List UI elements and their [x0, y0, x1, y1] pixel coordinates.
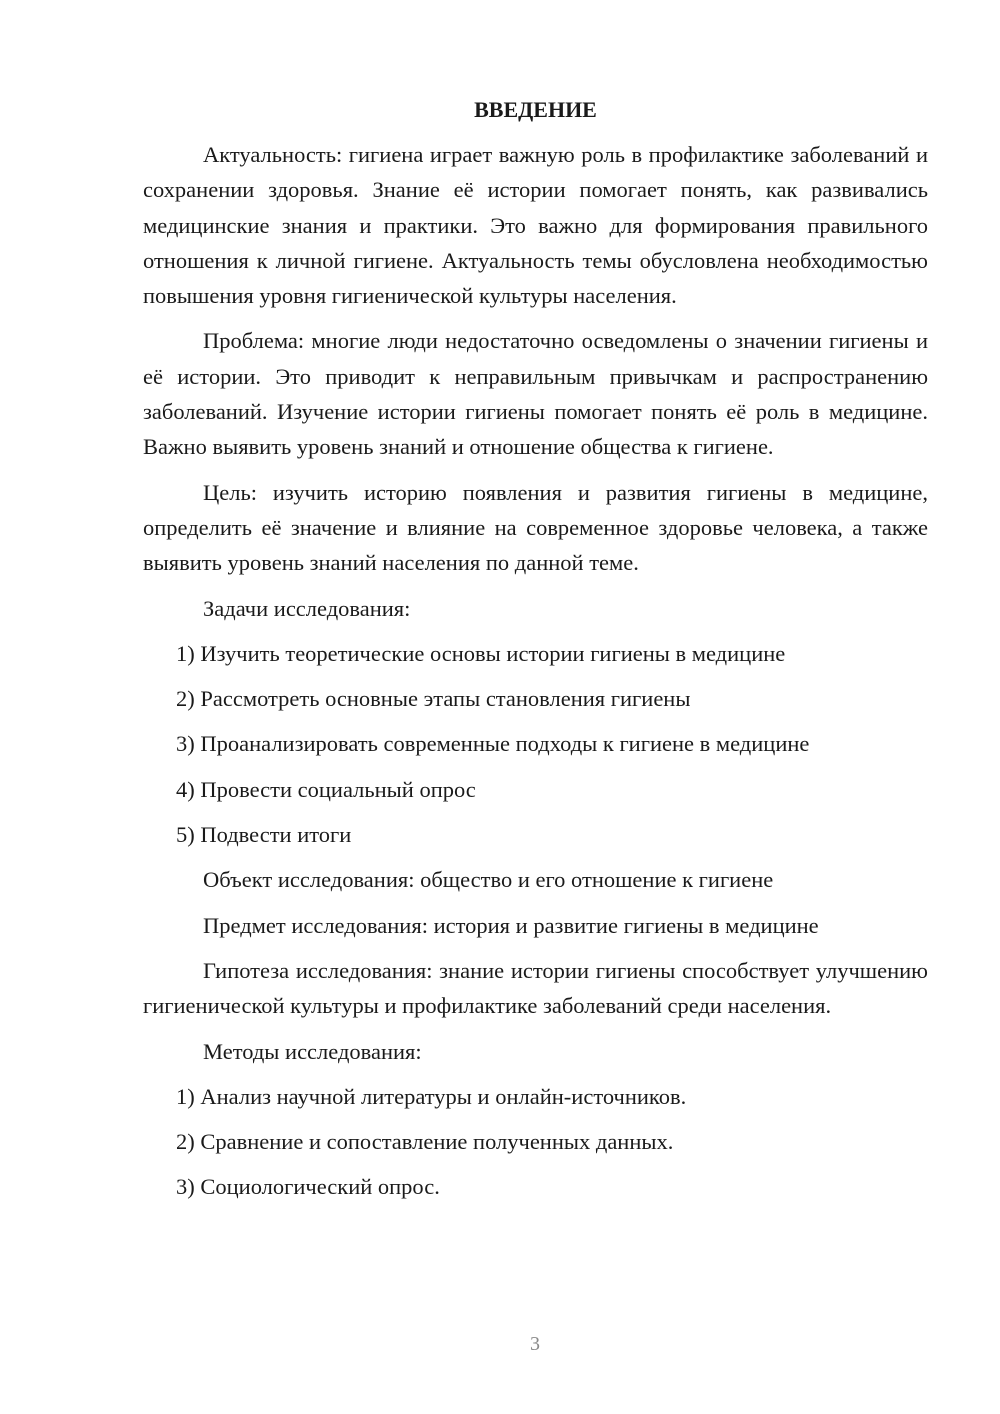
- methods-heading: Методы исследования:: [203, 1038, 422, 1064]
- page-number: 3: [530, 1333, 540, 1355]
- section-title: ВВЕДЕНИЕ: [474, 97, 597, 122]
- task-item: 3) Проанализировать современные подходы к гигиене в медицине: [176, 731, 810, 757]
- method-item: 2) Сравнение и сопоставление полученных данных.: [176, 1129, 674, 1155]
- hypothesis-paragraph: Гипотеза исследования: знание истории гигиены способствует улучшению гигиенической культуры и профилактике заболеваний среди населения.: [143, 957, 928, 1019]
- methods-list: [143, 1079, 928, 1205]
- method-item: 3) Социологический опрос.: [176, 1174, 440, 1200]
- task-item: 2) Рассмотреть основные этапы становления гигиены: [176, 686, 691, 712]
- tasks-list: [143, 636, 928, 852]
- task-item: 5) Подвести итоги: [176, 822, 352, 848]
- task-item: 1) Изучить теоретические основы истории гигиены в медицине: [176, 640, 786, 666]
- goal-paragraph: Цель: изучить историю появления и развития гигиены в медицине, определить её значение и влияние на современное здоровье человека, а также выявить уровень знаний населения по данной теме.: [143, 479, 928, 576]
- research-object: Объект исследования: общество и его отношение к гигиене: [203, 867, 774, 893]
- method-item: 1) Анализ научной литературы и онлайн-источников.: [176, 1083, 687, 1109]
- relevance-paragraph: Актуальность: гигиена играет важную роль в профилактике заболеваний и сохранении здоровья. Знание её истории помогает понять, как развивались медицинские знания и практики. Это важно для формирования правильного отношения к личной гигиене. Актуальность темы обусловлена необходимостью повышения уровня гигиенической культуры населения.: [143, 142, 928, 309]
- tasks-heading: Задачи исследования:: [203, 595, 411, 621]
- task-item: 4) Провести социальный опрос: [176, 776, 476, 802]
- page-content: [143, 92, 928, 1215]
- problem-paragraph: Проблема: многие люди недостаточно осведомлены о значении гигиены и её истории. Это приводит к неправильным привычкам и распространению заболеваний. Изучение истории гигиены помогает понять её роль в медицине. Важно выявить уровень знаний и отношение общества к гигиене.: [143, 328, 928, 460]
- research-subject: Предмет исследования: история и развитие гигиены в медицине: [203, 912, 819, 938]
